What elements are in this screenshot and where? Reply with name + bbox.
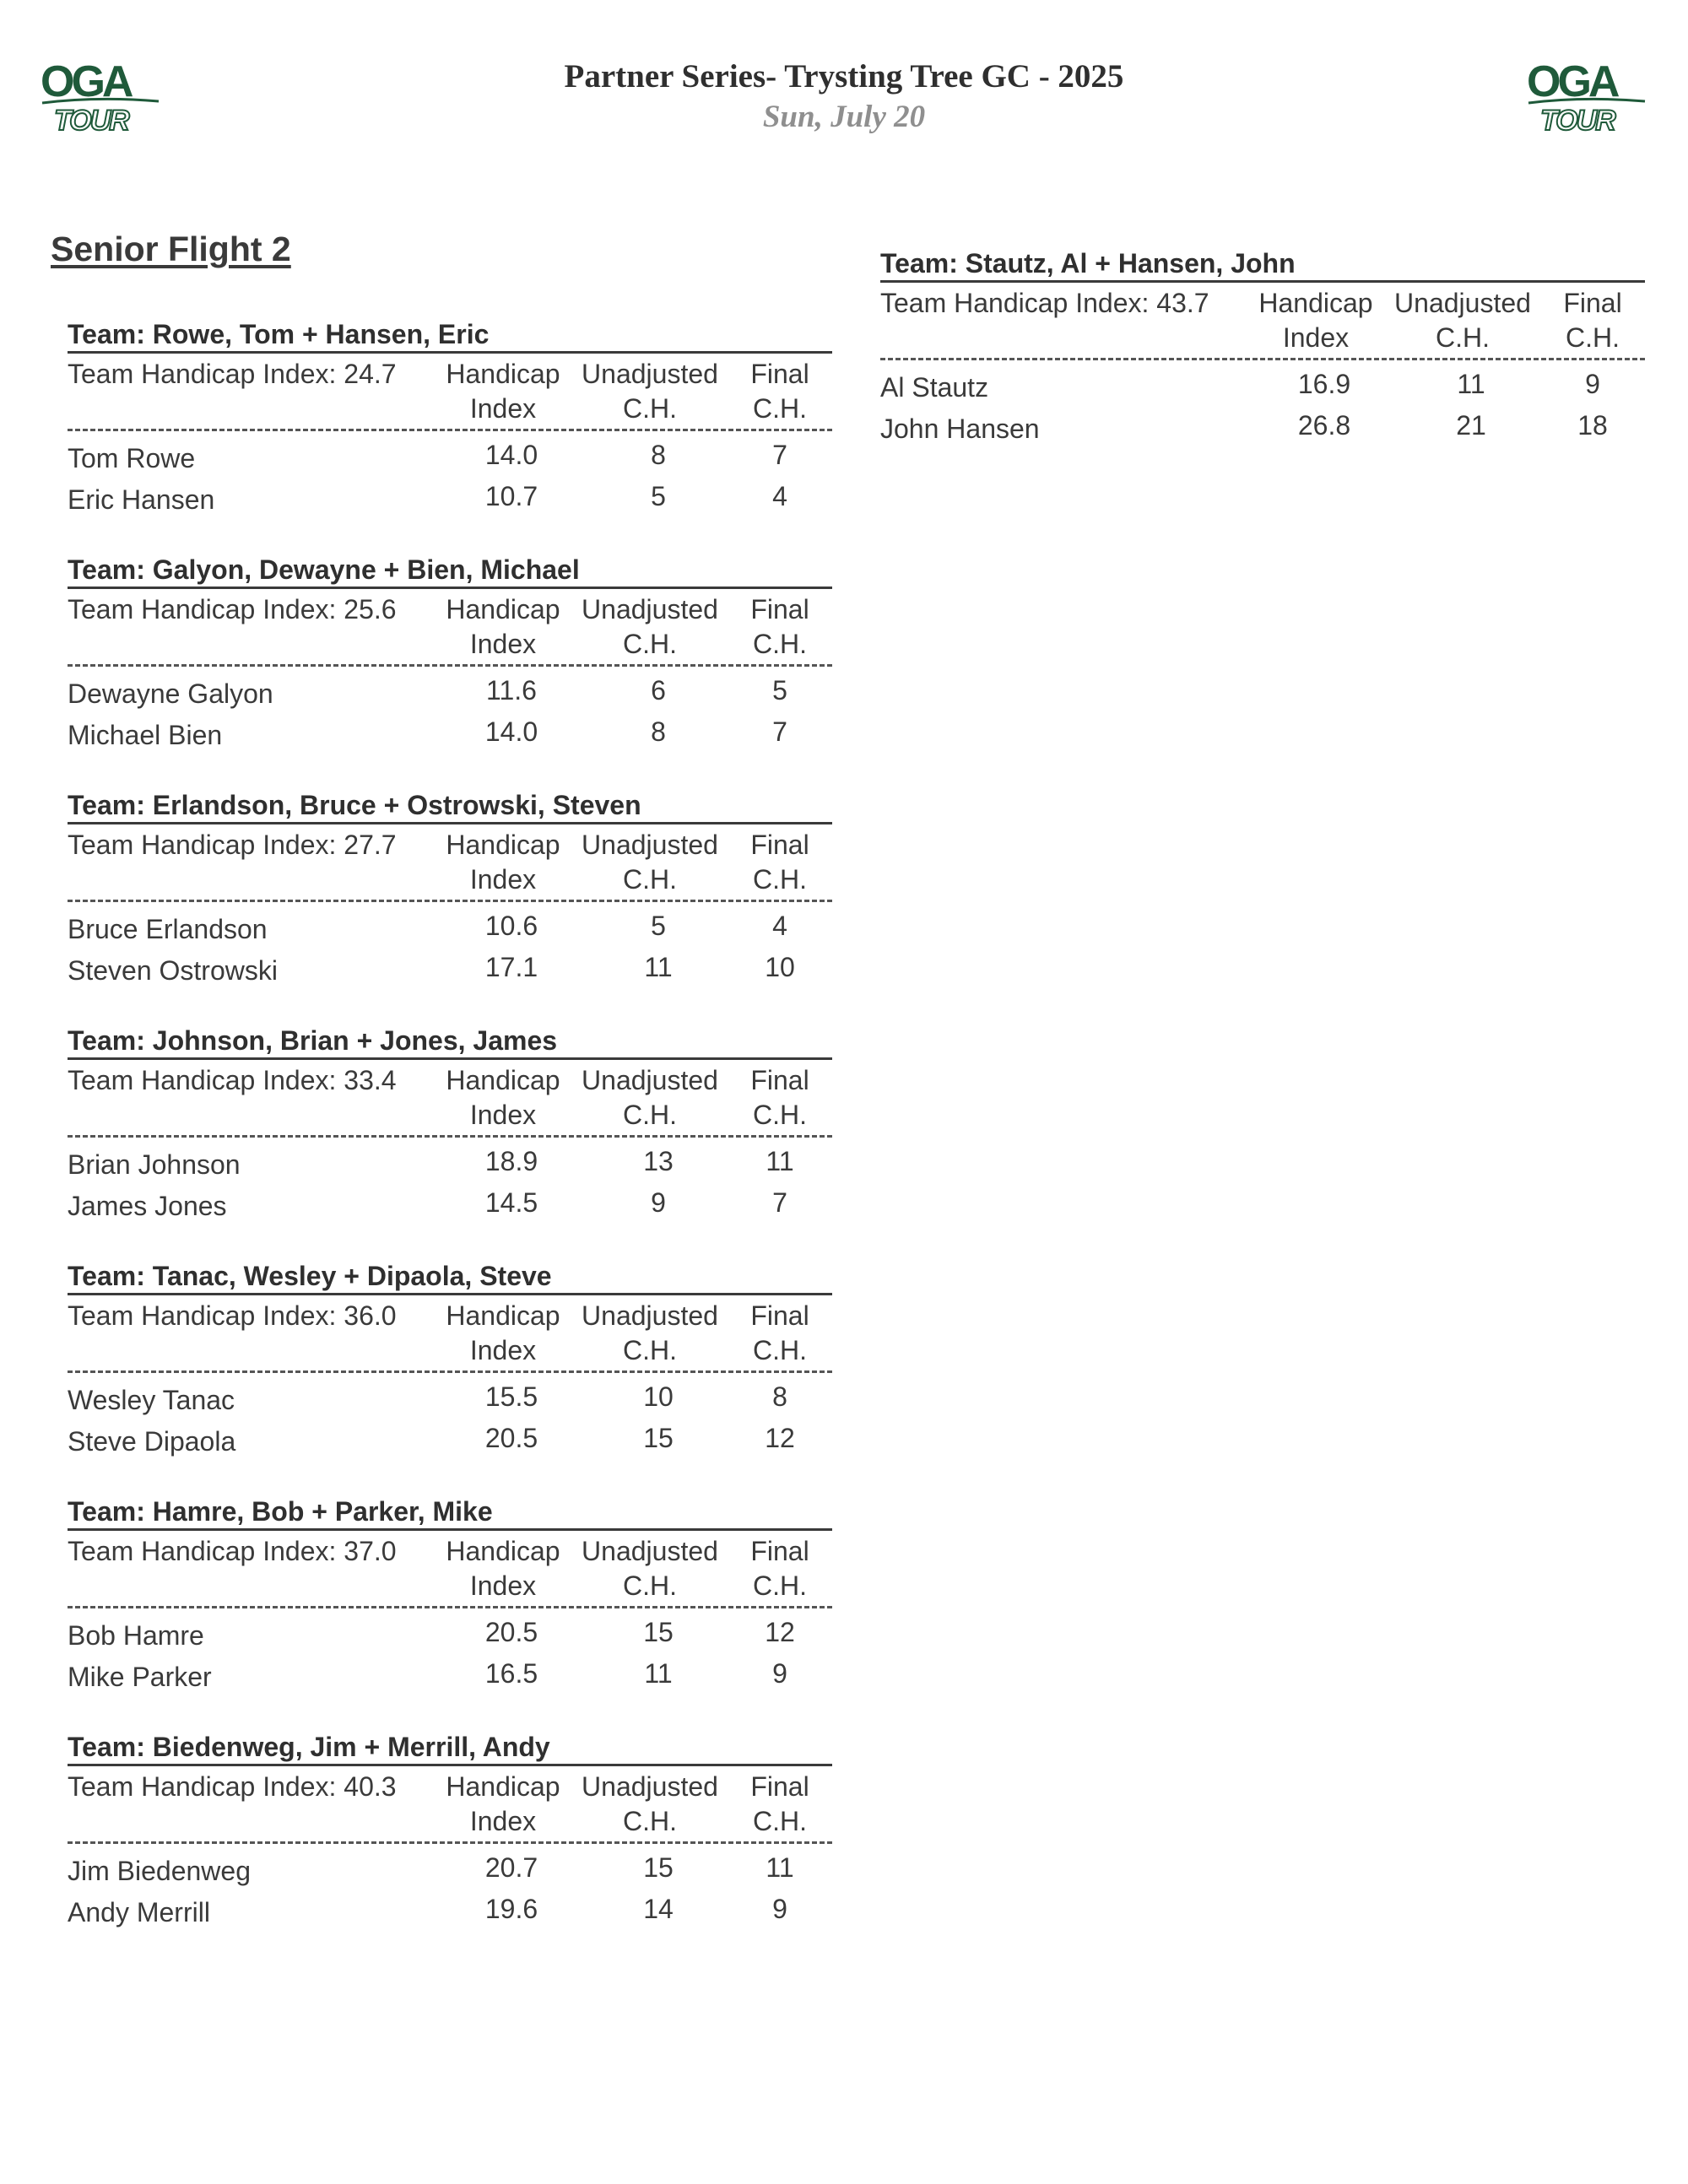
player-handicap-index: 15.5 <box>484 1381 538 1412</box>
col-unadjusted-ch-header <box>1388 286 1537 355</box>
player-unadjusted-ch: 8 <box>651 716 666 747</box>
player-unadjusted-ch: 10 <box>643 1381 674 1412</box>
col-header-line: C.H. <box>623 1100 677 1130</box>
team-table-header <box>68 587 832 667</box>
team-name: Team: Hamre, Bob + Parker, Mike <box>68 1496 493 1527</box>
player-unadjusted-ch: 6 <box>651 675 666 705</box>
player-rows <box>68 1373 832 1459</box>
team-table-header <box>880 280 1645 360</box>
col-final-ch-header <box>726 1534 834 1603</box>
player-final-ch: 4 <box>772 481 787 511</box>
player-name: Al Stautz <box>880 372 989 403</box>
player-final-ch: 8 <box>772 1381 787 1412</box>
col-header-line: Unadjusted <box>582 359 718 389</box>
player-unadjusted-ch: 11 <box>644 1658 673 1689</box>
player-row <box>68 1141 832 1182</box>
col-header-line: Handicap <box>446 1771 560 1802</box>
col-header-line: Handicap <box>446 594 560 624</box>
event-date: Sun, July 20 <box>762 100 926 134</box>
player-name: Dewayne Galyon <box>68 678 273 709</box>
player-unadjusted-ch: 11 <box>1457 369 1485 399</box>
team-block <box>68 788 832 988</box>
player-row <box>68 670 832 711</box>
team-name: Team: Stautz, Al + Hansen, John <box>880 248 1296 278</box>
player-name: John Hansen <box>880 414 1040 444</box>
col-header-line: Final <box>750 1771 809 1802</box>
player-handicap-index: 16.5 <box>484 1658 538 1689</box>
player-row <box>68 476 832 517</box>
team-handicap-index: Team Handicap Index: 40.3 <box>68 1771 397 1802</box>
col-header-line: Index <box>469 1335 537 1365</box>
team-handicap-index: Team Handicap Index: 43.7 <box>880 288 1209 318</box>
team-table-header <box>68 1293 832 1373</box>
col-final-ch-header <box>726 828 834 897</box>
player-handicap-index: 16.9 <box>1297 369 1351 399</box>
col-header-line: C.H. <box>623 1806 677 1836</box>
team-table-header <box>68 1057 832 1138</box>
player-handicap-index: 20.5 <box>484 1423 538 1453</box>
player-unadjusted-ch: 15 <box>643 1617 674 1647</box>
team-block <box>68 317 832 517</box>
player-final-ch: 10 <box>765 952 795 982</box>
col-header-line: C.H. <box>753 864 807 895</box>
player-name: Michael Bien <box>68 720 223 750</box>
team-name: Team: Galyon, Dewayne + Bien, Michael <box>68 554 580 585</box>
player-rows <box>68 902 832 988</box>
player-final-ch: 9 <box>772 1658 787 1689</box>
player-final-ch: 7 <box>772 716 787 747</box>
player-row <box>68 1889 832 1930</box>
player-handicap-index: 19.6 <box>484 1894 538 1924</box>
player-unadjusted-ch: 5 <box>651 911 666 941</box>
col-header-line: Index <box>469 393 537 424</box>
col-header-line: Final <box>750 1536 809 1566</box>
svg-text:OGA: OGA <box>1527 57 1617 106</box>
player-row <box>68 1182 832 1224</box>
player-unadjusted-ch: 5 <box>651 481 666 511</box>
col-header-line: Final <box>750 1300 809 1331</box>
col-handicap-index-header <box>1248 286 1383 355</box>
col-final-ch-header <box>1539 286 1647 355</box>
flight-heading: Senior Flight 2 <box>51 230 291 268</box>
team-handicap-index: Team Handicap Index: 24.7 <box>68 359 397 389</box>
player-name: Steve Dipaola <box>68 1426 236 1457</box>
col-header-line: Final <box>750 830 809 860</box>
player-final-ch: 7 <box>772 1187 787 1218</box>
player-name: James Jones <box>68 1191 227 1221</box>
player-rows <box>68 431 832 517</box>
col-header-line: Handicap <box>446 359 560 389</box>
col-header-line: Unadjusted <box>582 1065 718 1095</box>
player-handicap-index: 26.8 <box>1297 410 1351 441</box>
col-header-line: C.H. <box>623 1570 677 1601</box>
svg-text:TOUR: TOUR <box>54 105 128 136</box>
player-row <box>68 1847 832 1889</box>
player-final-ch: 9 <box>1585 369 1600 399</box>
team-handicap-index: Team Handicap Index: 25.6 <box>68 594 397 624</box>
player-unadjusted-ch: 15 <box>643 1852 674 1883</box>
team-table-header <box>68 822 832 902</box>
col-header-line: C.H. <box>753 393 807 424</box>
col-unadjusted-ch-header <box>576 357 724 426</box>
player-final-ch: 12 <box>765 1423 795 1453</box>
col-header-line: Final <box>750 359 809 389</box>
player-rows <box>68 667 832 753</box>
svg-text:OGA: OGA <box>41 57 131 106</box>
player-row <box>880 405 1645 446</box>
col-header-line: Final <box>750 1065 809 1095</box>
col-header-line: Final <box>750 594 809 624</box>
player-row <box>68 1612 832 1653</box>
player-name: Wesley Tanac <box>68 1385 235 1415</box>
col-handicap-index-header <box>436 592 571 662</box>
player-final-ch: 5 <box>772 675 787 705</box>
player-unadjusted-ch: 8 <box>651 440 666 470</box>
col-header-line: Handicap <box>446 1065 560 1095</box>
team-handicap-index: Team Handicap Index: 27.7 <box>68 830 397 860</box>
col-handicap-index-header <box>436 357 571 426</box>
col-header-line: C.H. <box>623 864 677 895</box>
col-header-line: Index <box>469 864 537 895</box>
player-name: Tom Rowe <box>68 443 196 473</box>
col-header-line: Unadjusted <box>582 1300 718 1331</box>
team-name: Team: Erlandson, Bruce + Ostrowski, Steven <box>68 790 641 820</box>
player-row <box>68 905 832 947</box>
player-rows <box>68 1608 832 1695</box>
team-block <box>68 1495 832 1695</box>
player-unadjusted-ch: 13 <box>643 1146 674 1176</box>
player-handicap-index: 14.0 <box>484 440 538 470</box>
player-handicap-index: 20.7 <box>484 1852 538 1883</box>
col-header-line: C.H. <box>623 629 677 659</box>
page-header <box>0 56 1688 137</box>
player-row <box>68 1418 832 1459</box>
col-final-ch-header <box>726 1770 834 1839</box>
col-header-line: Unadjusted <box>582 830 718 860</box>
player-unadjusted-ch: 15 <box>643 1423 674 1453</box>
col-header-line: Unadjusted <box>582 594 718 624</box>
svg-text:TOUR: TOUR <box>1540 105 1615 136</box>
player-name: Bruce Erlandson <box>68 914 268 944</box>
player-name: Mike Parker <box>68 1662 212 1692</box>
player-handicap-index: 11.6 <box>486 675 537 705</box>
player-final-ch: 11 <box>766 1852 794 1883</box>
player-final-ch: 9 <box>772 1894 787 1924</box>
col-header-line: Index <box>469 629 537 659</box>
col-header-line: Unadjusted <box>582 1536 718 1566</box>
col-header-line: Handicap <box>446 830 560 860</box>
player-name: Jim Biedenweg <box>68 1856 251 1886</box>
player-handicap-index: 17.1 <box>484 952 538 982</box>
col-unadjusted-ch-header <box>576 1534 724 1603</box>
col-final-ch-header <box>726 1063 834 1133</box>
col-header-line: Handicap <box>446 1536 560 1566</box>
player-unadjusted-ch: 21 <box>1456 410 1486 441</box>
col-header-line: Final <box>1563 288 1622 318</box>
col-handicap-index-header <box>436 1299 571 1368</box>
player-row <box>68 1653 832 1695</box>
team-block <box>68 553 832 753</box>
col-header-line: Index <box>469 1100 537 1130</box>
col-handicap-index-header <box>436 828 571 897</box>
col-header-line: C.H. <box>753 1100 807 1130</box>
col-unadjusted-ch-header <box>576 1770 724 1839</box>
player-rows <box>880 360 1645 446</box>
col-header-line: C.H. <box>1566 322 1620 353</box>
col-header-line: C.H. <box>753 1335 807 1365</box>
col-header-line: Index <box>469 1570 537 1601</box>
col-handicap-index-header <box>436 1534 571 1603</box>
col-header-line: Unadjusted <box>582 1771 718 1802</box>
col-handicap-index-header <box>436 1770 571 1839</box>
player-final-ch: 11 <box>766 1146 794 1176</box>
player-final-ch: 12 <box>765 1617 795 1647</box>
team-name: Team: Johnson, Brian + Jones, James <box>68 1025 558 1056</box>
player-row <box>68 711 832 753</box>
col-header-line: C.H. <box>753 629 807 659</box>
player-unadjusted-ch: 9 <box>651 1187 666 1218</box>
col-header-line: Handicap <box>1258 288 1373 318</box>
col-header-line: Index <box>469 1806 537 1836</box>
col-header-line: C.H. <box>1436 322 1490 353</box>
team-handicap-index: Team Handicap Index: 36.0 <box>68 1300 397 1331</box>
player-row <box>68 1376 832 1418</box>
team-name: Team: Tanac, Wesley + Dipaola, Steve <box>68 1261 552 1291</box>
col-unadjusted-ch-header <box>576 828 724 897</box>
player-name: Brian Johnson <box>68 1149 241 1180</box>
player-handicap-index: 14.0 <box>484 716 538 747</box>
player-rows <box>68 1138 832 1224</box>
col-header-line: C.H. <box>753 1570 807 1601</box>
player-handicap-index: 10.7 <box>484 481 538 511</box>
team-block <box>880 246 1645 446</box>
page-title: Partner Series- Trysting Tree GC - 2025 <box>564 58 1124 95</box>
col-header-line: C.H. <box>753 1806 807 1836</box>
player-name: Steven Ostrowski <box>68 955 278 986</box>
player-unadjusted-ch: 14 <box>643 1894 674 1924</box>
col-unadjusted-ch-header <box>576 1063 724 1133</box>
team-name: Team: Rowe, Tom + Hansen, Eric <box>68 319 490 349</box>
player-name: Eric Hansen <box>68 484 215 515</box>
col-final-ch-header <box>726 592 834 662</box>
team-name: Team: Biedenweg, Jim + Merrill, Andy <box>68 1732 550 1762</box>
player-handicap-index: 18.9 <box>484 1146 538 1176</box>
col-final-ch-header <box>726 1299 834 1368</box>
col-unadjusted-ch-header <box>576 1299 724 1368</box>
player-row <box>880 364 1645 405</box>
col-header-line: C.H. <box>623 393 677 424</box>
col-header-line: Unadjusted <box>1394 288 1531 318</box>
player-final-ch: 7 <box>772 440 787 470</box>
team-block <box>68 1730 832 1930</box>
team-handicap-index: Team Handicap Index: 33.4 <box>68 1065 397 1095</box>
col-header-line: C.H. <box>623 1335 677 1365</box>
player-row <box>68 947 832 988</box>
player-unadjusted-ch: 11 <box>644 952 673 982</box>
player-handicap-index: 14.5 <box>484 1187 538 1218</box>
col-unadjusted-ch-header <box>576 592 724 662</box>
team-table-header <box>68 1528 832 1608</box>
col-header-line: Index <box>1282 322 1350 353</box>
col-final-ch-header <box>726 357 834 426</box>
col-handicap-index-header <box>436 1063 571 1133</box>
player-name: Bob Hamre <box>68 1620 204 1651</box>
team-handicap-index: Team Handicap Index: 37.0 <box>68 1536 397 1566</box>
player-handicap-index: 10.6 <box>484 911 538 941</box>
player-handicap-index: 20.5 <box>484 1617 538 1647</box>
team-table-header <box>68 1764 832 1844</box>
player-final-ch: 18 <box>1577 410 1608 441</box>
team-block <box>68 1024 832 1224</box>
team-table-header <box>68 351 832 431</box>
player-rows <box>68 1844 832 1930</box>
player-name: Andy Merrill <box>68 1897 210 1927</box>
player-final-ch: 4 <box>772 911 787 941</box>
col-header-line: Handicap <box>446 1300 560 1331</box>
player-row <box>68 435 832 476</box>
team-block <box>68 1259 832 1459</box>
